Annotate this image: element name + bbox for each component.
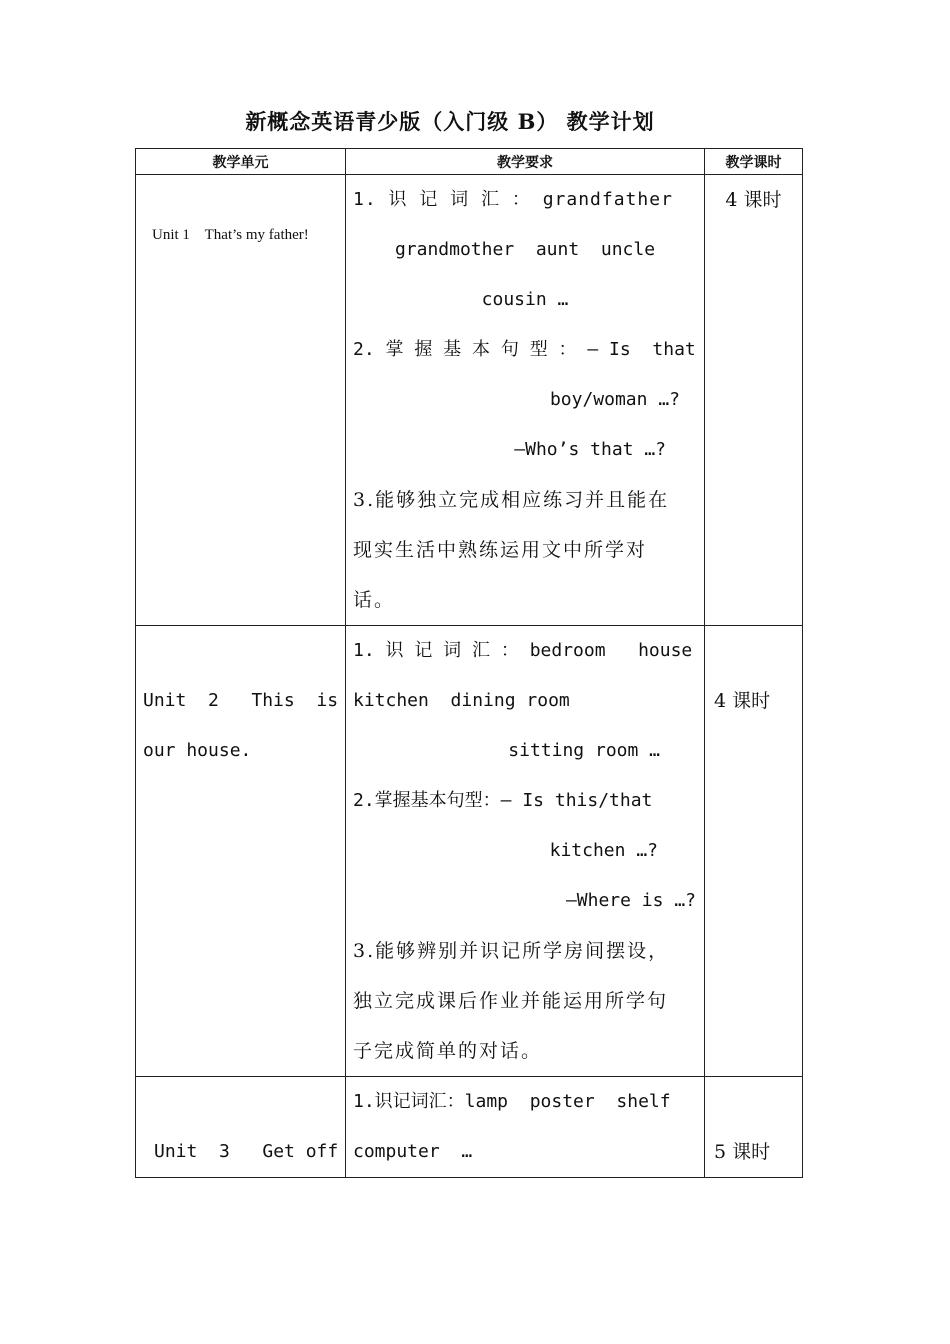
table-row (136, 1077, 803, 1178)
unit-cell (136, 626, 346, 1077)
requirement-line: 2. 掌 握 基 本 句 型 ： — Is that (353, 339, 696, 360)
requirement-line: 2.掌握基本句型：— Is this/that (353, 790, 653, 811)
requirement-line: 独立完成课后作业并能运用所学句 (353, 990, 669, 1012)
header-unit: 教学单元 (136, 149, 346, 175)
unit-title-line: Unit 2 This is (143, 690, 339, 711)
unit-cell (136, 175, 346, 626)
header-hours: 教学课时 (705, 149, 803, 175)
hours-cell (705, 1077, 803, 1178)
unit-title: Unit 1 That’s my father! (152, 227, 309, 243)
requirement-line: 现实生活中熟练运用文中所学对 (353, 539, 648, 561)
requirement-line: cousin … (481, 289, 569, 310)
hours-value: 5 课时 (714, 1141, 771, 1163)
requirement-line: 3.能够辨别并识记所学房间摆设， (353, 940, 670, 962)
hours-value: 4 课时 (714, 690, 771, 712)
requirement-line: computer … (353, 1141, 473, 1162)
requirement-line: 子完成简单的对话。 (353, 1040, 543, 1062)
requirements-cell (346, 626, 705, 1077)
requirement-line: grandmother aunt uncle (394, 239, 656, 260)
unit-title: Unit 3 Get off (154, 1141, 339, 1162)
requirement-line: 话。 (353, 589, 396, 611)
requirements-cell (346, 175, 705, 626)
table-row (136, 626, 803, 1077)
unit-title-line: our house. (143, 740, 252, 761)
requirement-line: kitchen …? (549, 840, 658, 861)
requirement-line: —Where is …? (565, 890, 696, 911)
table-row (136, 175, 803, 626)
page-title: 新概念英语青少版（入门级 B） 教学计划 (245, 109, 655, 134)
requirement-line: kitchen dining room (353, 690, 570, 711)
requirement-line: 1.识记词汇：lamp poster shelf (353, 1091, 671, 1112)
hours-cell (705, 626, 803, 1077)
requirement-line: sitting room … (508, 740, 660, 761)
requirement-line: —Who’s that …? (514, 439, 666, 460)
table-header-row (136, 149, 803, 175)
requirement-line: 1. 识 记 词 汇 ： grandfather (353, 189, 673, 210)
teaching-plan-table (135, 148, 803, 1178)
requirement-line: boy/woman …? (549, 389, 680, 410)
header-requirements: 教学要求 (346, 149, 705, 175)
requirement-line: 3.能够独立完成相应练习并且能在 (353, 489, 670, 511)
requirement-line: 1. 识 记 词 汇 ： bedroom house (353, 640, 693, 661)
unit-cell (136, 1077, 346, 1178)
requirements-cell (346, 1077, 705, 1178)
hours-cell (705, 175, 803, 626)
hours-value: 4 课时 (725, 189, 782, 211)
